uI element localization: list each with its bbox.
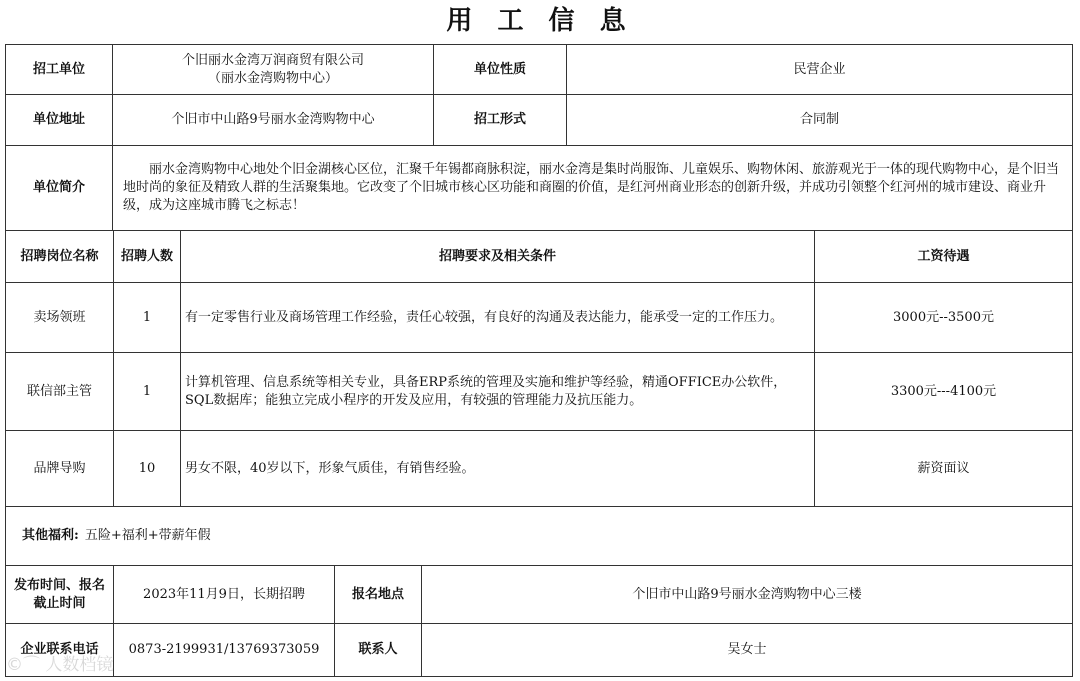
location-value: 个旧市中山路9号丽水金湾购物中心三楼 <box>632 586 862 602</box>
company-name <box>113 45 433 94</box>
job-salary: 3300元---4100元 <box>890 383 997 399</box>
intro-label: 单位简介 <box>32 180 85 195</box>
job-count: 1 <box>142 383 152 399</box>
nature-value: 民营企业 <box>793 61 846 77</box>
watermark-logo-icon: ©⌒ <box>6 655 46 675</box>
job-count: 10 <box>138 460 156 476</box>
form-label: 招工形式 <box>473 112 526 127</box>
job-requirements: 计算机管理、信息系统等相关专业，具备ERP系统的管理及实施和维护等经验，精通OFFICE办公软件，SQL数据库；能独立完成小程序的开发及应用，有较强的管理能力及抗压能力。 <box>185 374 787 408</box>
benefits-label: 其他福利: <box>22 528 79 543</box>
contact-person-label: 联系人 <box>358 642 398 657</box>
header-requirements: 招聘要求及相关条件 <box>438 248 556 264</box>
job-position: 卖场领班 <box>33 309 86 325</box>
form-value: 合同制 <box>799 112 839 127</box>
job-salary: 薪资面议 <box>917 460 970 476</box>
header-count: 招聘人数 <box>120 248 173 264</box>
job-position: 品牌导购 <box>33 460 86 476</box>
header-position: 招聘岗位名称 <box>20 248 99 264</box>
benefits-value: 五险+福利+带薪年假 <box>84 528 211 543</box>
location-label: 报名地点 <box>351 586 404 602</box>
address-label: 单位地址 <box>32 112 85 127</box>
job-count: 1 <box>142 309 152 325</box>
nature-label: 单位性质 <box>473 61 526 77</box>
job-salary: 3000元--3500元 <box>893 309 994 325</box>
company-name-line2: （丽水金湾购物中心） <box>207 70 338 86</box>
watermark <box>6 650 113 675</box>
job-requirements: 男女不限，40岁以下，形象气质佳，有销售经验。 <box>185 460 475 476</box>
company-name-line1: 个旧丽水金湾万润商贸有限公司 <box>181 52 364 68</box>
intro-text: 丽水金湾购物中心地处个旧金湖核心区位，汇聚千年锡都商脉积淀，丽水金湾是集时尚服饰、儿童娱乐、购物休闲、旅游观光于一体的现代购物中心，是个旧当地时尚的象征及精致人群的生活聚集地。它改变了个旧城市核心区功能和商圈的价值，是红河州商业形态的创新升级，并成功引领整个红河州的城市建设、商业升级，成为这座城市腾飞之标志！ <box>123 162 1060 213</box>
job-position: 联信部主管 <box>26 383 92 399</box>
publish-label: 发布时间、报名截止时间 <box>13 577 105 611</box>
phone-label: 企业联系电话 <box>20 642 99 657</box>
watermark-text: 人数档镜 <box>45 655 114 675</box>
header-salary: 工资待遇 <box>917 248 970 264</box>
company-label: 招工单位 <box>32 61 85 77</box>
contact-person-value: 吴女士 <box>727 642 767 657</box>
phone-value: 0873-2199931/13769373059 <box>128 642 320 657</box>
job-requirements: 有一定零售行业及商场管理工作经验，责任心较强，有良好的沟通及表达能力，能承受一定的工作压力。 <box>185 309 784 325</box>
address-value: 个旧市中山路9号丽水金湾购物中心 <box>171 112 375 127</box>
benefits-row <box>6 507 1072 565</box>
publish-value: 2023年11月9日，长期招聘 <box>143 586 305 602</box>
page-title: 用 工 信 息 <box>446 6 634 36</box>
